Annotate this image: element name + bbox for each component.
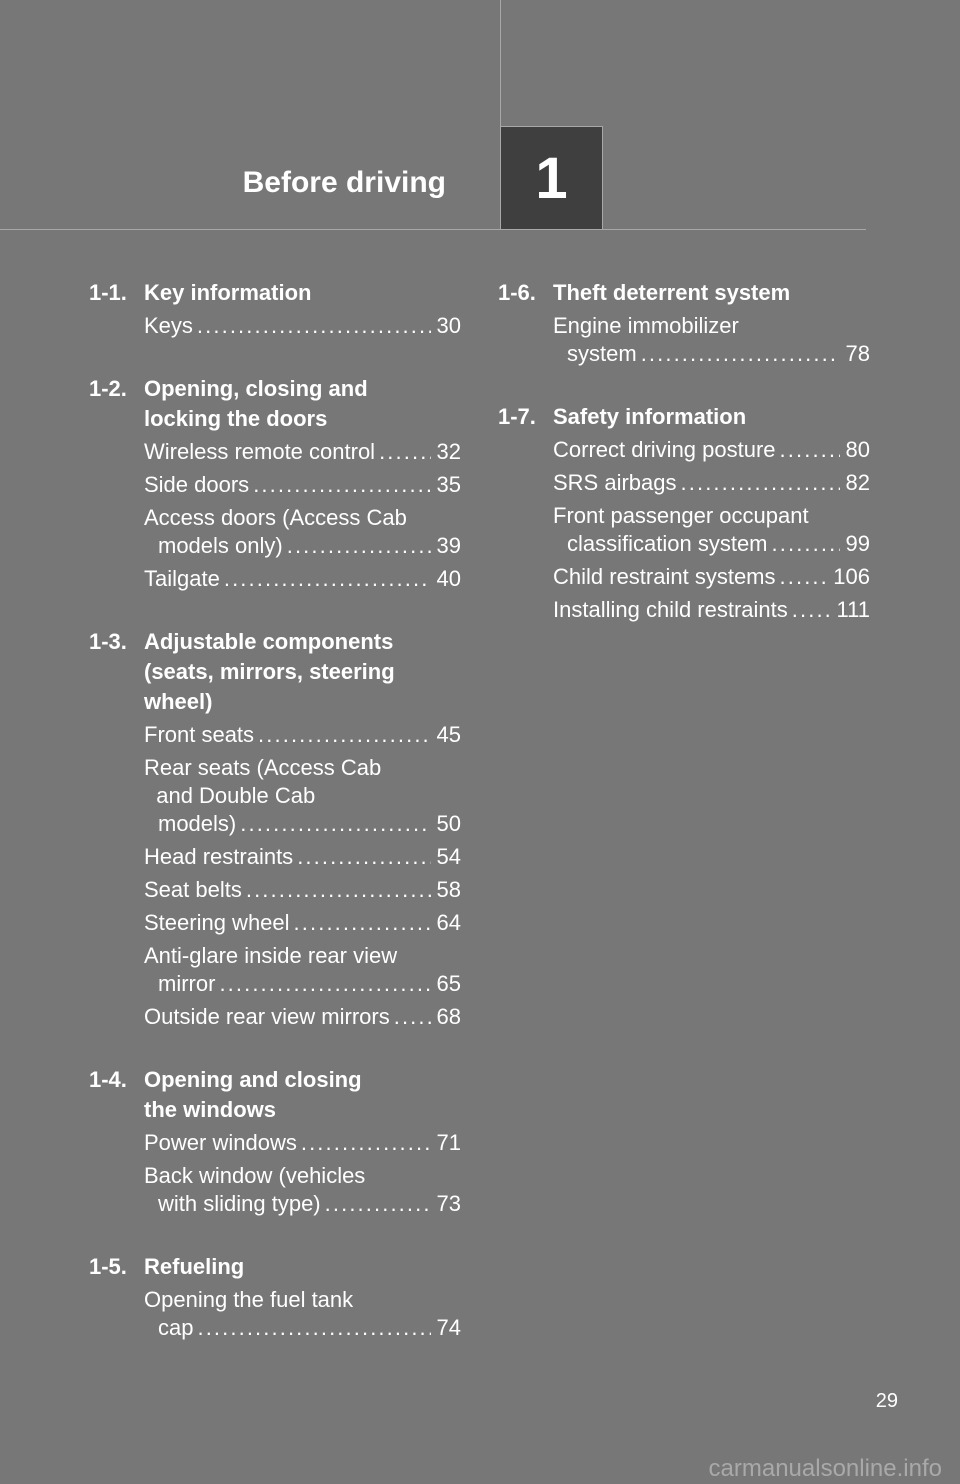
entry-page-number: 45 <box>436 722 461 747</box>
entry-title: Wireless remote control <box>144 439 376 464</box>
entry-page-number: 80 <box>845 437 870 462</box>
entry-title: Steering wheel <box>144 910 290 935</box>
entry-title: Side doors <box>144 472 250 497</box>
entry-title: system <box>567 341 637 366</box>
entry-title: with sliding type) <box>158 1191 321 1216</box>
toc-right-column <box>498 278 870 658</box>
dot-leader <box>772 530 840 558</box>
entry-line <box>553 436 870 464</box>
toc-entry[interactable] <box>144 721 461 749</box>
section-heading[interactable] <box>89 1252 461 1282</box>
entry-title-lead: Access doors (Access Cab <box>144 505 407 530</box>
entry-title-lead: Back window (vehicles <box>144 1163 366 1188</box>
dot-leader <box>379 438 431 466</box>
dot-leader <box>197 312 431 340</box>
dot-leader <box>681 469 840 497</box>
entry-page-number: 35 <box>436 472 461 497</box>
entry-page-number: 82 <box>845 470 870 495</box>
entry-title: Outside rear view mirrors <box>144 1004 390 1029</box>
entry-title: Head restraints <box>144 844 294 869</box>
dot-leader <box>301 1129 431 1157</box>
entry-line <box>144 1003 461 1031</box>
toc-section <box>498 402 870 624</box>
entry-title: models only) <box>158 533 283 558</box>
chapter-title: Before driving <box>242 166 446 199</box>
toc-section <box>89 374 461 593</box>
entry-line <box>553 469 870 497</box>
section-title: Adjustable components (seats, mirrors, steering wheel) <box>144 629 395 714</box>
entry-page-number: 71 <box>436 1130 461 1155</box>
entry-title: Installing child restraints <box>553 597 788 622</box>
toc-section <box>89 278 461 340</box>
dot-leader <box>394 1003 431 1031</box>
section-heading[interactable] <box>498 278 870 308</box>
entry-line <box>144 1190 461 1218</box>
section-heading[interactable] <box>89 627 461 717</box>
entry-page-number: 64 <box>436 910 461 935</box>
section-number: 1-7. <box>498 404 536 429</box>
dot-leader <box>197 1314 431 1342</box>
entry-line <box>144 970 461 998</box>
entry-title: Seat belts <box>144 877 242 902</box>
entry-title: Front seats <box>144 722 255 747</box>
entry-line <box>553 340 870 368</box>
entry-page-number: 78 <box>845 341 870 366</box>
watermark: carmanualsonline.info <box>708 1455 942 1482</box>
section-number: 1-1. <box>89 280 127 305</box>
entry-title-lead: Opening the fuel tank <box>144 1287 354 1312</box>
section-heading[interactable] <box>89 374 461 434</box>
toc-entry[interactable] <box>144 754 461 838</box>
entry-title: cap <box>158 1315 194 1340</box>
entry-line <box>144 565 461 593</box>
entry-line <box>144 876 461 904</box>
entry-line <box>553 530 870 558</box>
dot-leader <box>224 565 431 593</box>
section-title: Key information <box>144 280 312 305</box>
entry-title: classification system <box>567 531 768 556</box>
toc-section <box>498 278 870 368</box>
toc-entry[interactable] <box>553 436 870 464</box>
entry-page-number: 50 <box>436 811 461 836</box>
entry-line <box>144 843 461 871</box>
toc-entry[interactable] <box>553 596 870 624</box>
toc-entry[interactable] <box>144 471 461 499</box>
section-heading[interactable] <box>89 1065 461 1125</box>
entry-title-lead: Front passenger occupant <box>553 503 809 528</box>
entry-title: SRS airbags <box>553 470 677 495</box>
section-title: Safety information <box>553 404 747 429</box>
section-title: Opening, closing and locking the doors <box>144 376 368 431</box>
section-title: Theft deterrent system <box>553 280 791 305</box>
entry-page-number: 32 <box>436 439 461 464</box>
section-heading[interactable] <box>498 402 870 432</box>
toc-entry[interactable] <box>553 312 870 368</box>
dot-leader <box>219 970 431 998</box>
dot-leader <box>253 471 431 499</box>
toc-entry[interactable] <box>144 1286 461 1342</box>
section-title: Refueling <box>144 1254 245 1279</box>
chapter-number-tab: 1 <box>501 126 603 229</box>
dot-leader <box>240 810 431 838</box>
entry-line <box>144 471 461 499</box>
entry-page-number: 68 <box>436 1004 461 1029</box>
entry-page-number: 65 <box>436 971 461 996</box>
entry-page-number: 39 <box>436 533 461 558</box>
entry-page-number: 30 <box>436 313 461 338</box>
dot-leader <box>792 596 833 624</box>
toc-section <box>89 627 461 1031</box>
entry-title-lead: Rear seats (Access Cab and Double Cab <box>144 755 382 808</box>
toc-entry[interactable] <box>144 876 461 904</box>
entry-title: Keys <box>144 313 193 338</box>
header-horizontal-rule <box>0 229 866 230</box>
entry-line <box>553 563 870 591</box>
entry-title-lead: Engine immobilizer <box>553 313 739 338</box>
dot-leader <box>258 721 431 749</box>
entry-line <box>144 909 461 937</box>
page-number: 29 <box>875 1390 898 1412</box>
dot-leader <box>325 1190 431 1218</box>
toc-section <box>89 1065 461 1218</box>
section-number: 1-5. <box>89 1254 127 1279</box>
dot-leader <box>297 843 431 871</box>
entry-title: models) <box>158 811 237 836</box>
section-number: 1-3. <box>89 629 127 654</box>
entry-title: Correct driving posture <box>553 437 776 462</box>
entry-line <box>553 596 870 624</box>
dot-leader <box>294 909 431 937</box>
section-number: 1-6. <box>498 280 536 305</box>
toc-section <box>89 1252 461 1342</box>
section-number: 1-4. <box>89 1067 127 1092</box>
entry-title: Child restraint systems <box>553 564 776 589</box>
entry-title: mirror <box>158 971 216 996</box>
entry-page-number: 74 <box>436 1315 461 1340</box>
toc-entry[interactable] <box>144 504 461 560</box>
entry-page-number: 99 <box>845 531 870 556</box>
toc-entry[interactable] <box>144 843 461 871</box>
entry-page-number: 106 <box>833 564 870 589</box>
entry-page-number: 58 <box>436 877 461 902</box>
entry-page-number: 54 <box>436 844 461 869</box>
dot-leader <box>287 532 431 560</box>
entry-title: Power windows <box>144 1130 297 1155</box>
entry-line <box>144 1314 461 1342</box>
entry-title: Tailgate <box>144 566 220 591</box>
toc-entry[interactable] <box>553 563 870 591</box>
toc-entry[interactable] <box>144 942 461 998</box>
dot-leader <box>780 436 840 464</box>
toc-entry[interactable] <box>144 1162 461 1218</box>
toc-entry[interactable] <box>144 565 461 593</box>
entry-page-number: 73 <box>436 1191 461 1216</box>
toc-entry[interactable] <box>144 1003 461 1031</box>
toc-entry[interactable] <box>144 438 461 466</box>
entry-line <box>144 1129 461 1157</box>
entry-line <box>144 532 461 560</box>
toc-left-column <box>89 278 461 1376</box>
toc-entry[interactable] <box>553 502 870 558</box>
entry-line <box>144 438 461 466</box>
entry-title-lead: Anti-glare inside rear view <box>144 943 398 968</box>
section-heading[interactable] <box>89 278 461 308</box>
toc-entry[interactable] <box>553 469 870 497</box>
section-title: Opening and closing the windows <box>144 1067 362 1122</box>
entry-line <box>144 312 461 340</box>
toc-entry[interactable] <box>144 909 461 937</box>
toc-entry[interactable] <box>144 312 461 340</box>
dot-leader <box>246 876 431 904</box>
dot-leader <box>641 340 840 368</box>
dot-leader <box>780 563 830 591</box>
section-number: 1-2. <box>89 376 127 401</box>
toc-entry[interactable] <box>144 1129 461 1157</box>
entry-line <box>144 810 461 838</box>
entry-page-number: 40 <box>436 566 461 591</box>
entry-page-number: 111 <box>836 597 870 622</box>
entry-line <box>144 721 461 749</box>
